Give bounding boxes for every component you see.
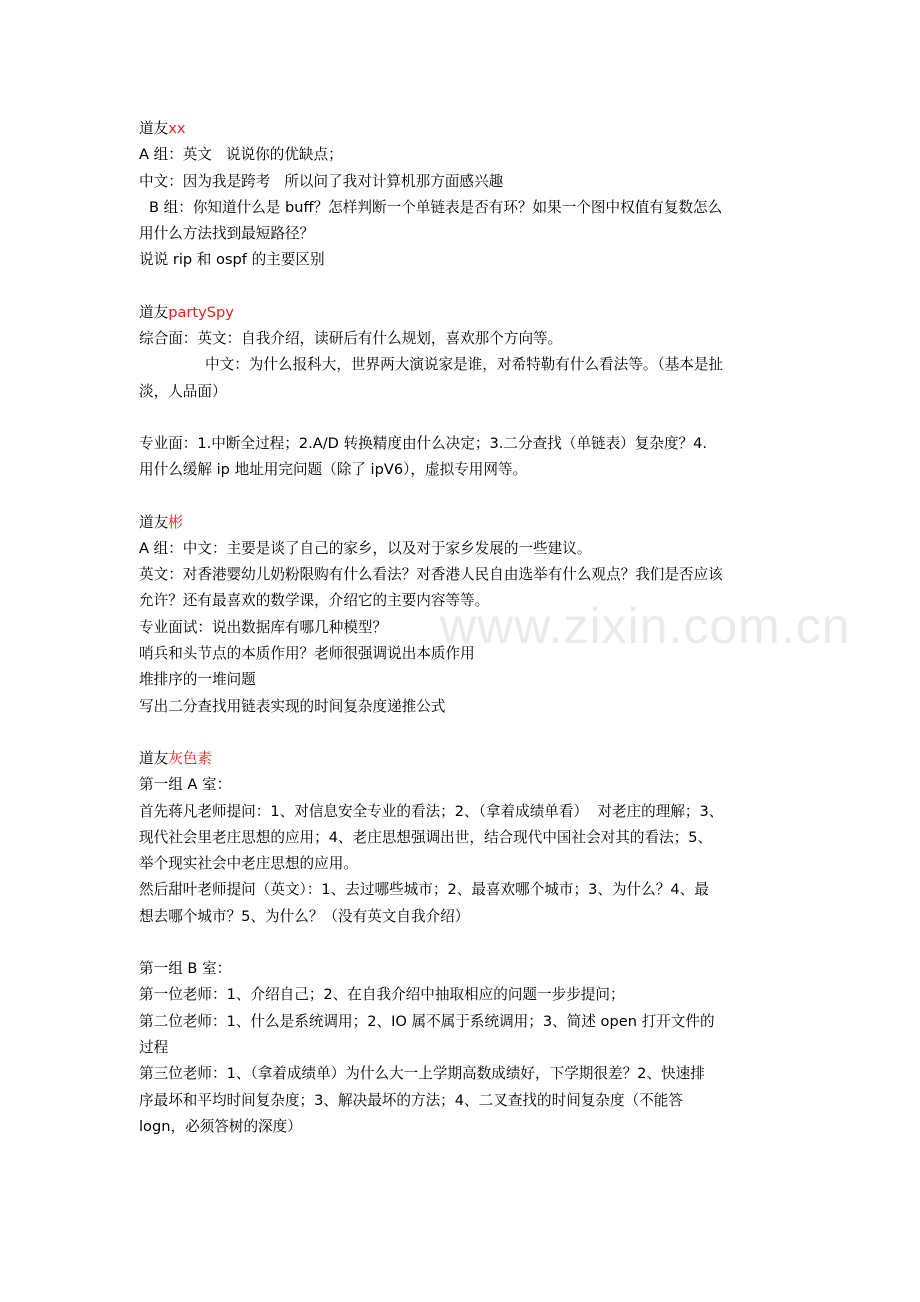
post-line: 用什么缓解 ip 地址用完问题（除了 ipV6），虚拟专用网等。 bbox=[139, 461, 528, 479]
post-line: 说说 rip 和 ospf 的主要区别 bbox=[139, 251, 325, 269]
post-line: 综合面：英文：自我介绍，读研后有什么规划，喜欢那个方向等。 bbox=[139, 330, 563, 348]
section-spacer bbox=[139, 484, 789, 510]
post-section-4 bbox=[139, 746, 789, 1140]
post-header bbox=[139, 510, 789, 536]
post-line: 第一组 A 室： bbox=[139, 776, 232, 794]
post-line: 专业面试：说出数据库有哪几种模型？ bbox=[139, 618, 388, 636]
post-line: 举个现实社会中老庄思想的应用。 bbox=[139, 855, 358, 873]
post-line: logn，必须答树的深度） bbox=[139, 1117, 302, 1135]
post-line: 想去哪个城市？5、为什么？（没有英文自我介绍） bbox=[139, 907, 470, 925]
post-line: 用什么方法找到最短路径？ bbox=[139, 225, 315, 243]
paragraph-spacer bbox=[139, 405, 789, 431]
post-line: 第三位老师：1、（拿着成绩单）为什么大一上学期高数成绩好，下学期很差？2、快速排 bbox=[139, 1065, 705, 1083]
post-line: 过程 bbox=[139, 1038, 169, 1056]
watermark: www.zixin.com.cn bbox=[440, 598, 851, 654]
author-name: 灰色素 bbox=[168, 749, 212, 767]
post-prefix: 道友 bbox=[139, 120, 169, 137]
post-section-1 bbox=[139, 116, 789, 274]
post-header bbox=[139, 116, 789, 142]
post-line: 中文：为什么报科大，世界两大演说家是谁，对希特勒有什么看法等。（基本是扯 bbox=[205, 356, 724, 374]
author-name: partySpy bbox=[168, 303, 234, 321]
post-line: 首先蒋凡老师提问：1、对信息安全专业的看法；2、（拿着成绩单看） 对老庄的理解；3、 bbox=[139, 802, 724, 820]
post-prefix: 道友 bbox=[139, 749, 169, 767]
post-section-3 bbox=[139, 510, 789, 720]
post-line: 第二位老师：1、什么是系统调用；2、IO 属不属于系统调用；3、简述 open 打开文件的 bbox=[139, 1012, 715, 1030]
post-line: 第一位老师：1、介绍自己；2、在自我介绍中抽取相应的问题一步步提问； bbox=[139, 986, 625, 1004]
post-line: 淡，人品面） bbox=[139, 382, 227, 400]
post-header bbox=[139, 300, 789, 326]
post-line: A 组：英文 说说你的优缺点； bbox=[139, 146, 343, 164]
post-line: 现代社会里老庄思想的应用；4、老庄思想强调出世，结合现代中国社会对其的看法；5、 bbox=[139, 828, 713, 846]
section-spacer bbox=[139, 720, 789, 746]
post-line: 序最坏和平均时间复杂度；3、解决最坏的方法；4、二叉查找的时间复杂度（不能答 bbox=[139, 1091, 683, 1109]
post-line: 堆排序的一堆问题 bbox=[139, 671, 256, 689]
paragraph-spacer bbox=[139, 930, 789, 956]
post-line: 英文：对香港婴幼儿奶粉限购有什么看法？对香港人民自由选举有什么观点？我们是否应该 bbox=[139, 566, 723, 584]
post-line: 专业面：1.中断全过程；2.A/D 转换精度由什么决定；3.二分查找（单链表）复杂度？4. bbox=[139, 434, 708, 452]
post-prefix: 道友 bbox=[139, 513, 169, 531]
post-line: A 组：中文：主要是谈了自己的家乡，以及对于家乡发展的一些建议。 bbox=[139, 539, 592, 557]
post-line: 写出二分查找用链表实现的时间复杂度递推公式 bbox=[139, 697, 446, 715]
post-line: 哨兵和头节点的本质作用？老师很强调说出本质作用 bbox=[139, 645, 475, 663]
post-section-2 bbox=[139, 300, 789, 484]
author-name: xx bbox=[168, 120, 186, 137]
post-line: 第一组 B 室： bbox=[139, 960, 232, 978]
section-spacer bbox=[139, 274, 789, 300]
post-line: 允许？还有最喜欢的数学课，介绍它的主要内容等等。 bbox=[139, 592, 490, 610]
post-line: 然后甜叶老师提问（英文）：1、去过哪些城市；2、最喜欢哪个城市；3、为什么？4、最 bbox=[139, 881, 709, 899]
post-prefix: 道友 bbox=[139, 303, 169, 321]
author-name: 彬 bbox=[168, 513, 183, 531]
post-header bbox=[139, 746, 789, 772]
document-body bbox=[139, 116, 789, 1140]
post-line: 中文：因为我是跨考 所以问了我对计算机那方面感兴趣 bbox=[139, 172, 504, 190]
post-line: B 组：你知道什么是 buff？怎样判断一个单链表是否有环？如果一个图中权值有复数怎么 bbox=[149, 198, 723, 216]
